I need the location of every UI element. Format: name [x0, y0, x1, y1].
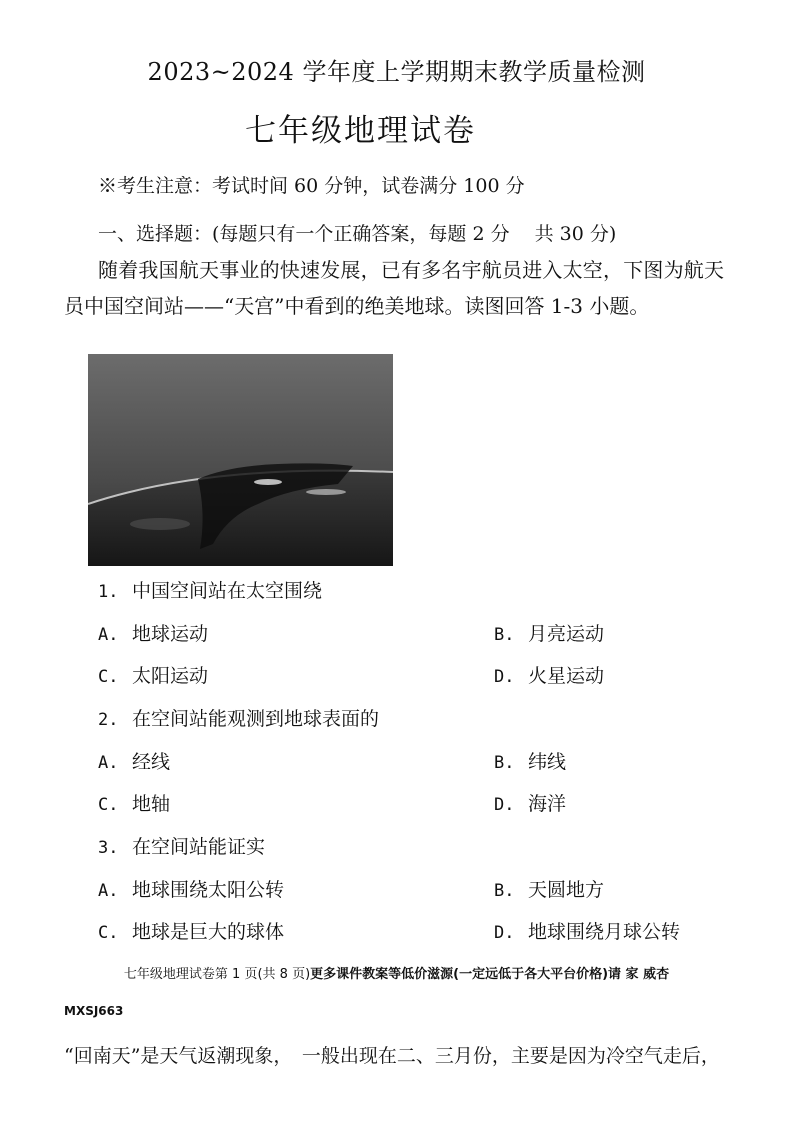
question-3-option-b[interactable]: B. 天圆地方 [494, 879, 605, 901]
question-3-option-d[interactable]: D. 地球围绕月球公转 [494, 921, 681, 943]
question-1-option-a[interactable]: A. 地球运动 [98, 623, 209, 645]
earth-photo-graphic [88, 354, 393, 566]
section-heading: 一、选择题：(每题只有一个正确答案，每题 2 分 共 30 分) [98, 223, 617, 245]
question-number: 2. [98, 710, 119, 730]
question-stem: 中国空间站在太空围绕 [132, 580, 323, 602]
paper-title: 七年级地理试卷 [245, 113, 476, 149]
question-stem: 在空间站能证实 [132, 836, 266, 858]
next-page-text: “回南天”是天气返潮现象， 一般出现在二、三月份，主要是因为冷空气走后， [64, 1045, 720, 1067]
question-1-option-b[interactable]: B. 月亮运动 [494, 623, 605, 645]
question-2 [98, 704, 379, 731]
question-number: 1. [98, 582, 119, 602]
question-3 [98, 832, 265, 859]
question-2-option-d[interactable]: D. 海洋 [494, 793, 567, 815]
question-intro: 随着我国航天事业的快速发展，已有多名宇航员进入太空，下图为航天员中国空间站——“天宫”中看到的绝美地球。读图回答 1-3 小题。 [64, 258, 724, 318]
exam-title: 2023~2024 学年度上学期期末教学质量检测 [147, 58, 646, 86]
page-footer [0, 963, 793, 982]
question-3-option-a[interactable]: A. 地球围绕太阳公转 [98, 879, 285, 901]
watermark-ad-text: 更多课件教案等低价滋源(一定远低于各大平台价格)请 家 威杏 [310, 967, 670, 982]
question-3-option-c[interactable]: C. 地球是巨大的球体 [98, 921, 285, 943]
question-1 [98, 576, 322, 603]
question-2-option-c[interactable]: C. 地轴 [98, 793, 171, 815]
document-code: MXSJ663 [64, 1004, 124, 1018]
exam-notice: ※考生注意：考试时间 60 分钟，试卷满分 100 分 [98, 175, 525, 197]
page-info: 七年级地理试卷第 1 页(共 8 页) [123, 967, 311, 982]
question-1-option-c[interactable]: C. 太阳运动 [98, 665, 209, 687]
question-1-option-d[interactable]: D. 火星运动 [494, 665, 605, 687]
question-2-option-b[interactable]: B. 纬线 [494, 751, 567, 773]
earth-from-space-photo [88, 354, 393, 566]
question-2-option-a[interactable]: A. 经线 [98, 751, 171, 773]
question-number: 3. [98, 838, 119, 858]
question-stem: 在空间站能观测到地球表面的 [132, 708, 380, 730]
